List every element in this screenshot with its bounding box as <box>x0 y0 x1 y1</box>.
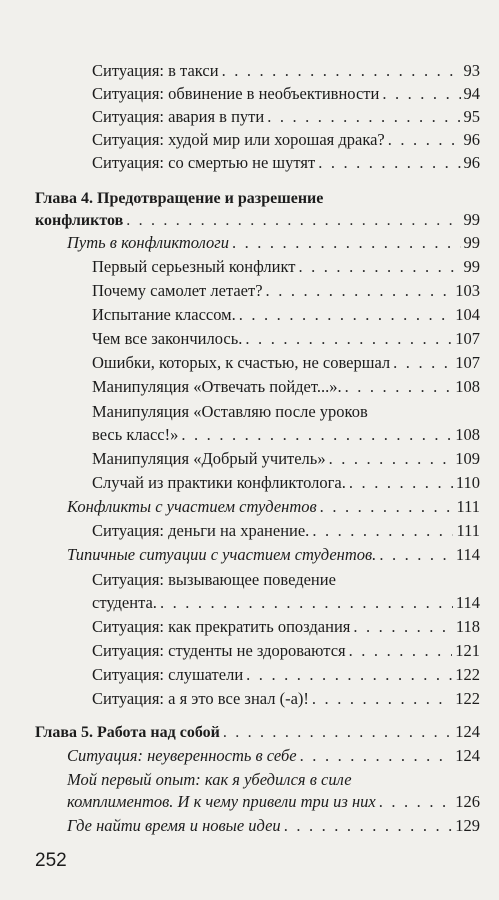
toc-page-number: 114 <box>455 545 480 564</box>
toc-entry-title: Испытание классом. <box>92 305 236 324</box>
toc-entry[interactable] <box>92 328 480 350</box>
toc-entry[interactable] <box>92 129 480 151</box>
toc-entry[interactable] <box>92 280 480 302</box>
toc-page-number: 122 <box>455 665 480 684</box>
toc-page-number: 111 <box>456 497 480 516</box>
toc-entry-title: Ошибки, которых, к счастью, не совершал <box>92 353 391 372</box>
toc-page-number: 108 <box>455 425 480 444</box>
leader-dots <box>246 664 452 686</box>
leader-dots <box>126 210 460 232</box>
toc-entry[interactable] <box>92 256 480 278</box>
leader-dots <box>267 106 460 128</box>
leader-dots <box>222 60 461 82</box>
toc-entry[interactable] <box>67 791 480 813</box>
toc-page-number: 124 <box>455 746 480 765</box>
toc-entry[interactable] <box>92 83 480 105</box>
toc-entry[interactable] <box>67 544 480 566</box>
toc-entry[interactable] <box>67 496 480 518</box>
leader-dots <box>320 496 454 518</box>
toc-entry[interactable] <box>92 448 480 470</box>
toc-entry-title: Путь в конфликтологи <box>67 233 229 252</box>
toc-entry[interactable] <box>67 745 480 767</box>
toc-page-number: 99 <box>463 233 480 252</box>
toc-entry-title: Почему самолет летает? <box>92 281 263 300</box>
leader-dots <box>223 722 452 744</box>
toc-entry-title: Ситуация: студенты не здороваются <box>92 641 346 660</box>
toc-entry[interactable] <box>92 520 480 542</box>
leader-dots <box>379 791 453 813</box>
toc-page-number: 129 <box>455 816 480 835</box>
toc-entry-title: Типичные ситуации с участием студентов. <box>67 545 377 564</box>
toc-entry[interactable] <box>92 640 480 662</box>
toc-page-number: 107 <box>455 329 480 348</box>
toc-entry[interactable] <box>35 209 480 232</box>
page-number: 252 <box>35 850 67 871</box>
toc-entry-title: Ситуация: обвинение в необъективности <box>92 84 380 103</box>
leader-dots <box>382 83 460 105</box>
toc-page-number: 114 <box>455 593 480 612</box>
leader-dots <box>312 520 453 542</box>
toc-entry-title: Манипуляция «Отвечать пойдет...». <box>92 377 342 396</box>
leader-dots <box>239 304 453 326</box>
chapter-5-heading: Глава 5. Работа над собой <box>35 724 220 741</box>
toc-entry-title: комплиментов. И к чему привели три из них <box>67 792 376 811</box>
toc-entry-title: Случай из практики конфликтолога. <box>92 473 346 492</box>
toc-page-number: 122 <box>455 689 480 708</box>
toc-entry[interactable] <box>92 616 480 638</box>
toc-entry-title: Первый серьезный конфликт <box>92 257 296 276</box>
leader-dots <box>318 152 460 174</box>
toc-entry-title: Ситуация: авария в пути <box>92 107 265 126</box>
leader-dots <box>300 745 453 767</box>
toc-page-number: 108 <box>455 377 480 396</box>
toc-entry[interactable] <box>92 304 480 326</box>
toc-entry-title: Ситуация: а я это все знал (-а)! <box>92 689 309 708</box>
toc-entry-title: Ситуация: слушатели <box>92 665 244 684</box>
toc-entry[interactable] <box>92 664 480 686</box>
toc-page-number: 118 <box>455 617 480 636</box>
toc-page-number: 99 <box>463 257 480 276</box>
toc-entry[interactable] <box>92 592 480 614</box>
leader-dots <box>379 544 453 566</box>
leader-dots <box>266 280 453 302</box>
toc-page-number: 104 <box>455 305 480 324</box>
toc-entry-title: Ситуация: в такси <box>92 61 219 80</box>
toc-page-number: 93 <box>463 61 480 80</box>
leader-dots <box>349 640 453 662</box>
toc-entry-title: весь класс!» <box>92 425 179 444</box>
toc-page-number: 96 <box>463 153 480 172</box>
leader-dots <box>349 472 453 494</box>
toc-entry-title-line1[interactable]: Ситуация: вызывающее поведение <box>92 570 336 589</box>
toc-entry[interactable] <box>92 106 480 128</box>
toc-page-number: 126 <box>455 792 480 811</box>
toc-page-number: 95 <box>463 107 480 126</box>
toc-page-number: 96 <box>463 130 480 149</box>
toc-page-number: 124 <box>455 722 480 741</box>
leader-dots <box>393 352 452 374</box>
toc-page-number: 111 <box>456 521 480 540</box>
toc-entry-title: студента. <box>92 593 157 612</box>
leader-dots <box>345 376 453 398</box>
toc-page-number: 94 <box>463 84 480 103</box>
leader-dots <box>298 256 460 278</box>
leader-dots <box>232 232 461 254</box>
toc-entry-title-line1[interactable]: Манипуляция «Оставляю после уроков <box>92 402 368 421</box>
toc-entry[interactable] <box>92 60 480 82</box>
toc-page-number: 99 <box>463 210 480 229</box>
toc-entry-title: Ситуация: деньги на хранение. <box>92 521 310 540</box>
toc-page-number: 110 <box>455 473 480 492</box>
toc-page-number: 121 <box>455 641 480 660</box>
toc-entry-title: Ситуация: со смертью не шутят <box>92 153 316 172</box>
toc-entry[interactable] <box>67 232 480 254</box>
toc-entry-title: Ситуация: как прекратить опоздания <box>92 617 351 636</box>
toc-page-number: 107 <box>455 353 480 372</box>
leader-dots <box>388 129 461 151</box>
toc-entry-title: Конфликты с участием студентов <box>67 497 317 516</box>
toc-entry[interactable] <box>92 472 480 494</box>
leader-dots <box>353 616 452 638</box>
toc-entry[interactable] <box>67 815 480 837</box>
toc-entry[interactable] <box>92 376 480 398</box>
toc-entry-title: конфликтов <box>35 212 124 229</box>
toc-entry-title: Ситуация: худой мир или хорошая драка? <box>92 130 385 149</box>
toc-page-number: 109 <box>455 449 480 468</box>
leader-dots <box>312 688 452 710</box>
toc-entry[interactable] <box>92 424 480 446</box>
toc-entry[interactable] <box>92 152 480 174</box>
toc-entry-title: Ситуация: неуверенность в себе <box>67 746 297 765</box>
toc-entry-title: Где найти время и новые идеи <box>67 816 281 835</box>
toc-page-number: 103 <box>455 281 480 300</box>
toc-entry-title: Манипуляция «Добрый учитель» <box>92 449 326 468</box>
leader-dots <box>160 592 453 614</box>
leader-dots <box>245 328 452 350</box>
toc-entry-title: Чем все закончилось. <box>92 329 243 348</box>
chapter-4-heading[interactable]: Глава 4. Предотвращение и разрешение <box>35 190 324 207</box>
toc-entry-title-line1[interactable]: Мой первый опыт: как я убедился в силе <box>67 770 352 789</box>
leader-dots <box>284 815 453 837</box>
toc-entry[interactable] <box>92 688 480 710</box>
leader-dots <box>181 424 452 446</box>
toc-entry[interactable] <box>92 352 480 374</box>
toc-entry[interactable] <box>35 721 480 744</box>
leader-dots <box>329 448 453 470</box>
